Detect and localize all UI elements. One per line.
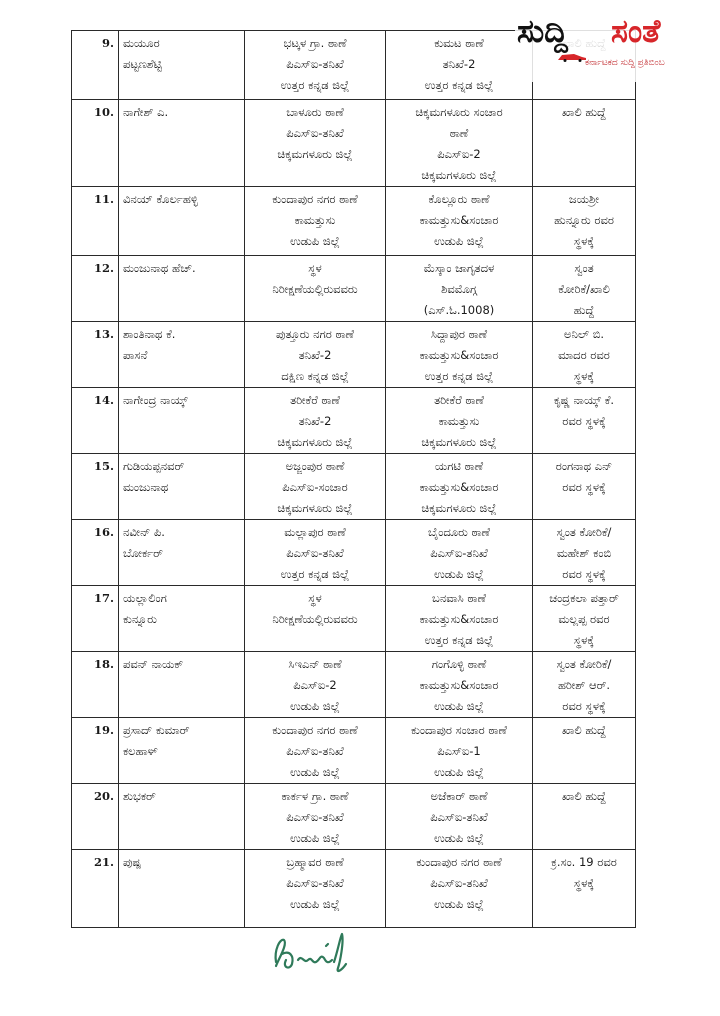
new-posting-line: ಉಡುಪಿ ಜಿಲ್ಲೆ (434, 567, 484, 581)
current-posting-line: ಬಾಳೂರು ಠಾಣೆ (286, 105, 344, 119)
new-posting-line: ಬೈಂದೂರು ಠಾಣೆ (427, 525, 491, 539)
current-posting-cell (245, 520, 386, 586)
remark-line: ಸ್ವಂತ ಕೋರಿಕೆ/ (556, 657, 612, 671)
new-posting-cell (386, 454, 533, 520)
table-row (72, 850, 636, 928)
remark-line: ಜಯಶ್ರೀ (568, 192, 600, 206)
new-posting-cell (386, 586, 533, 652)
serial-number-cell: 11. (72, 187, 119, 256)
serial-number-cell: 15. (72, 454, 119, 520)
remark-line: ಸ್ಥಳಕ್ಕೆ (573, 633, 595, 647)
officer-name-cell (119, 322, 245, 388)
remark-line: ರವರ ಸ್ಥಳಕ್ಕೆ (562, 414, 606, 428)
remark-line: ಮಾದರ ರವರ (558, 348, 610, 362)
current-posting-line: ಕುಂದಾಪುರ ನಗರ ಠಾಣೆ (272, 723, 358, 737)
officer-name-line: ಕುನ್ನೂರು (123, 612, 157, 626)
current-posting-cell (245, 187, 386, 256)
new-posting-cell (386, 520, 533, 586)
table-row (72, 454, 636, 520)
new-posting-line: ಬನವಾಸಿ ಠಾಣೆ (432, 591, 486, 605)
new-posting-cell (386, 187, 533, 256)
current-posting-line: ಚಿಕ್ಕಮಗಳೂರು ಜಿಲ್ಲೆ (277, 501, 353, 515)
new-posting-line: ಪಿಎಸ್ಐ-1 (437, 744, 481, 758)
new-posting-line: ಉಡುಪಿ ಜಿಲ್ಲೆ (434, 765, 484, 779)
current-posting-cell (245, 100, 386, 187)
new-posting-line: ಯಗಟಿ ಠಾಣೆ (434, 459, 484, 473)
remark-cell (533, 850, 636, 928)
current-posting-line: ಸ್ಥಳ (308, 261, 322, 275)
table-row (72, 388, 636, 454)
new-posting-line: ಉತ್ತರ ಕನ್ನಡ ಜಿಲ್ಲೆ (424, 369, 494, 383)
new-posting-line: ಶಿವಮೊಗ್ಗ (441, 282, 477, 296)
current-posting-line: ಪಿಎಸ್ಐ-ತನಿಖೆ (286, 546, 344, 560)
logo-name-part2: ಸಂತೆ (611, 12, 661, 50)
officer-name-line: ಗುಡಿಯಪ್ಪನವರ್ (123, 459, 185, 473)
current-posting-line: ಉಡುಪಿ ಜಿಲ್ಲೆ (290, 897, 340, 911)
new-posting-line: ಉಡುಪಿ ಜಿಲ್ಲೆ (434, 897, 484, 911)
current-posting-line: ಉತ್ತರ ಕನ್ನಡ ಜಿಲ್ಲೆ (280, 567, 350, 581)
new-posting-line: ಉಡುಪಿ ಜಿಲ್ಲೆ (434, 831, 484, 845)
current-posting-cell (245, 850, 386, 928)
new-posting-line: ಉತ್ತರ ಕನ್ನಡ ಜಿಲ್ಲೆ (424, 78, 494, 92)
remark-line: ಕೋರಿಕೆ/ಖಾಲಿ (558, 282, 610, 296)
remark-line: ಮಲ್ಲಪ್ಪ ರವರ (558, 612, 610, 626)
current-posting-cell (245, 652, 386, 718)
table-row (72, 256, 636, 322)
new-posting-line: ಪಿಎಸ್ಐ-ತನಿಖೆ (430, 546, 488, 560)
remark-line: ಮಹೇಶ್ ಕಂಬಿ (556, 546, 612, 560)
officer-name-line: ಪಟ್ಟಣಶೆಟ್ಟಿ (123, 57, 162, 71)
remark-cell (533, 718, 636, 784)
remark-line: ಅನಿಲ್ ಬಿ. (563, 327, 605, 341)
remark-line: ಹುದ್ದೆ (573, 303, 595, 317)
serial-number-cell: 20. (72, 784, 119, 850)
current-posting-line: ಉಡುಪಿ ಜಿಲ್ಲೆ (290, 699, 340, 713)
officer-name-line: ಕಲಹಾಳ್ (123, 744, 158, 758)
car-icon (557, 52, 587, 62)
remark-cell (533, 388, 636, 454)
officer-name-line: ಪ್ರಸಾದ್ ಕುಮಾರ್ (123, 723, 190, 737)
current-posting-line: ದಕ್ಷಿಣ ಕನ್ನಡ ಜಿಲ್ಲೆ (281, 369, 349, 383)
current-posting-cell (245, 784, 386, 850)
current-posting-line: ಅಜ್ಜಂಪುರ ಠಾಣೆ (285, 459, 345, 473)
current-posting-line: ನಿರೀಕ್ಷಣೆಯಲ್ಲಿರುವವರು (272, 282, 358, 296)
current-posting-line: ಪಿಎಸ್ಐ-ತನಿಖೆ (286, 744, 344, 758)
officer-name-line: ಪವನ್ ನಾಯಕ್ (123, 657, 184, 671)
officer-name-line: ನಾಗೇಂದ್ರ ನಾಯ್ಕ್ (123, 393, 188, 407)
remark-line: ಸ್ವಂತ ಕೋರಿಕೆ/ (556, 525, 612, 539)
new-posting-line: ಮೆಸ್ಕಾಂ ಜಾಗೃತದಳ (423, 261, 495, 275)
current-posting-line: ಭಟ್ಕಳ ಗ್ರಾ. ಠಾಣೆ (283, 36, 347, 50)
officer-name-cell (119, 586, 245, 652)
remark-cell (533, 256, 636, 322)
logo-name-part1: ಸುದ್ದಿ (517, 12, 568, 50)
serial-number-cell: 16. (72, 520, 119, 586)
current-posting-cell (245, 586, 386, 652)
officer-name-line: ಮಂಜುನಾಥ ಹೆಚ್. (123, 261, 196, 275)
serial-number-cell: 18. (72, 652, 119, 718)
new-posting-line: ಗಂಗೊಳ್ಳಿ ಠಾಣೆ (431, 657, 487, 671)
new-posting-cell (386, 322, 533, 388)
new-posting-line: ಪಿಎಸ್ಐ-2 (437, 147, 481, 161)
current-posting-cell (245, 454, 386, 520)
new-posting-line: ಕುಂದಾಪುರ ನಗರ ಠಾಣೆ (416, 855, 502, 869)
new-posting-line: ಕುಮಟ ಠಾಣೆ (434, 36, 484, 50)
new-posting-line: ಸಿದ್ದಾಪುರ ಠಾಣೆ (430, 327, 488, 341)
logo-tagline: ಕರ್ನಾಟಕದ ಸುದ್ದಿ ಪ್ರತಿಬಿಂಬ (585, 58, 665, 68)
current-posting-line: ಪಿಎಸ್ಐ-ಸಂಚಾರ (282, 480, 348, 494)
remark-line: ಸ್ಥಳಕ್ಕೆ (573, 876, 595, 890)
current-posting-line: ಪಿಎಸ್ಐ-2 (293, 678, 337, 692)
table-row (72, 652, 636, 718)
current-posting-line: ಉಡುಪಿ ಜಿಲ್ಲೆ (290, 765, 340, 779)
current-posting-cell (245, 718, 386, 784)
officer-name-line: ಶಾಂತಿನಾಥ ಕೆ. (123, 327, 176, 341)
remark-cell (533, 100, 636, 187)
officer-name-cell (119, 388, 245, 454)
table-row (72, 784, 636, 850)
new-posting-line: ಚಿಕ್ಕಮಗಳೂರು ಸಂಚಾರ (415, 105, 503, 119)
new-posting-line: ಕಾಮತ್ತುಸು&ಸಂಚಾರ (419, 348, 499, 362)
officer-name-cell (119, 850, 245, 928)
remark-cell (533, 520, 636, 586)
remark-line: ಚಂದ್ರಕಲಾ ಪತ್ತಾರ್ (549, 591, 619, 605)
current-posting-line: ಕಾಮತ್ತುಸು (294, 213, 336, 227)
current-posting-line: ಸ್ಥಳ (308, 591, 322, 605)
current-posting-line: ಉತ್ತರ ಕನ್ನಡ ಜಿಲ್ಲೆ (280, 78, 350, 92)
remark-line: ಕೃಷ್ಣ ನಾಯ್ಕ್ ಕೆ. (553, 393, 615, 407)
new-posting-cell (386, 718, 533, 784)
table-row (72, 322, 636, 388)
current-posting-line: ಪಿಎಸ್ಐ-ತನಿಖೆ (286, 810, 344, 824)
new-posting-line: ಚಿಕ್ಕಮಗಳೂರು ಜಿಲ್ಲೆ (421, 435, 497, 449)
new-posting-line: ಪಿಎಸ್ಐ-ತನಿಖೆ (430, 876, 488, 890)
serial-number-cell: 10. (72, 100, 119, 187)
officer-name-cell (119, 520, 245, 586)
current-posting-line: ತರೀಕೆರೆ ಠಾಣೆ (290, 393, 340, 407)
new-posting-line: ಚಿಕ್ಕಮಗಳೂರು ಜಿಲ್ಲೆ (421, 168, 497, 182)
remark-line: ಖಾಲಿ ಹುದ್ದೆ (562, 789, 606, 803)
new-posting-cell (386, 100, 533, 187)
new-posting-line: ಕಾಮತ್ತುಸು&ಸಂಚಾರ (419, 213, 499, 227)
current-posting-line: ಪಿಎಸ್ಐ-ತನಿಖೆ (286, 57, 344, 71)
current-posting-line: ಪಿಎಸ್ಐ-ತನಿಖೆ (286, 876, 344, 890)
officer-name-cell (119, 31, 245, 100)
officer-name-line: ನವೀನ್ ಪಿ. (123, 525, 165, 539)
remark-cell (533, 652, 636, 718)
officer-name-line: ಪುಷ್ಪ (123, 855, 142, 869)
table-row (72, 520, 636, 586)
current-posting-cell (245, 256, 386, 322)
remark-line: ರವರ ಸ್ಥಳಕ್ಕೆ (562, 699, 606, 713)
remark-line: ಖಾಲಿ ಹುದ್ದೆ (562, 723, 606, 737)
officer-name-cell (119, 454, 245, 520)
officer-name-line: ಮಯೂರ (123, 36, 160, 50)
serial-number-cell: 21. (72, 850, 119, 928)
table-row (72, 100, 636, 187)
new-posting-line: ಉಡುಪಿ ಜಿಲ್ಲೆ (434, 699, 484, 713)
remark-cell (533, 454, 636, 520)
new-posting-line: ಕಾಮತ್ತುಸು&ಸಂಚಾರ (419, 480, 499, 494)
officer-name-cell (119, 784, 245, 850)
current-posting-line: ಕುಂದಾಪುರ ನಗರ ಠಾಣೆ (272, 192, 358, 206)
current-posting-line: ಉಡುಪಿ ಜಿಲ್ಲೆ (290, 234, 340, 248)
serial-number-cell: 13. (72, 322, 119, 388)
remark-cell (533, 187, 636, 256)
table-row (72, 718, 636, 784)
remark-cell (533, 322, 636, 388)
current-posting-line: ಬ್ರಹ್ಮಾವರ ಠಾಣೆ (286, 855, 344, 869)
serial-number-cell: 14. (72, 388, 119, 454)
officer-name-line: ಪಾಸನೆ (123, 348, 148, 362)
current-posting-line: ಕಾರ್ಕಳ ಗ್ರಾ. ಠಾಣೆ (281, 789, 349, 803)
new-posting-line: ತರೀಕೆರೆ ಠಾಣೆ (434, 393, 484, 407)
transfer-table-body (72, 31, 636, 928)
officer-name-line: ವಿನಯ್ ಕೊರ್ಲಹಳ್ಳಿ (123, 192, 198, 206)
current-posting-cell (245, 31, 386, 100)
new-posting-cell (386, 850, 533, 928)
current-posting-line: ತನಿಖೆ-2 (298, 348, 332, 362)
current-posting-line: ಉಡುಪಿ ಜಿಲ್ಲೆ (290, 831, 340, 845)
current-posting-line: ಪಿಎಸ್ಐ-ತನಿಖೆ (286, 126, 344, 140)
new-posting-cell (386, 652, 533, 718)
current-posting-line: ತನಿಖೆ-2 (298, 414, 332, 428)
officer-name-cell (119, 718, 245, 784)
remark-cell (533, 586, 636, 652)
new-posting-cell (386, 784, 533, 850)
serial-number-cell: 9. (72, 31, 119, 100)
current-posting-line: ಚಿಕ್ಕಮಗಳೂರು ಜಿಲ್ಲೆ (277, 147, 353, 161)
new-posting-line: ಚಿಕ್ಕಮಗಳೂರು ಜಿಲ್ಲೆ (421, 501, 497, 515)
table-row (72, 586, 636, 652)
new-posting-line: (ಎಸ್.ಓ.1008) (423, 303, 495, 317)
current-posting-line: ಮಲ್ಲಾಪುರ ಠಾಣೆ (284, 525, 346, 539)
new-posting-line: ಕುಂದಾಪುರ ಸಂಚಾರ ಠಾಣೆ (411, 723, 507, 737)
current-posting-line: ಪುತ್ತೂರು ನಗರ ಠಾಣೆ (275, 327, 355, 341)
current-posting-line: ನಿರೀಕ್ಷಣೆಯಲ್ಲಿರುವವರು (272, 612, 358, 626)
new-posting-line: ಅಜೆಕಾರ್ ಠಾಣೆ (430, 789, 488, 803)
officer-name-line: ಯಲ್ಲಾಲಿಂಗ (123, 591, 167, 605)
remark-line: ರವರ ಸ್ಥಳಕ್ಕೆ (562, 480, 606, 494)
officer-name-cell (119, 187, 245, 256)
new-posting-line: ಕಾಮತ್ತುಸು&ಸಂಚಾರ (419, 612, 499, 626)
remark-line: ರಂಗನಾಥ ಎನ್ (555, 459, 613, 473)
officer-name-line: ಮಂಜುನಾಥ (123, 480, 169, 494)
new-posting-cell (386, 31, 533, 100)
remark-line: ಕ್ರ.ಸಂ. 19 ರವರ (551, 855, 617, 869)
remark-line: ಖಾಲಿ ಹುದ್ದೆ (562, 105, 606, 119)
current-posting-cell (245, 322, 386, 388)
current-posting-line: ಚಿಕ್ಕಮಗಳೂರು ಜಿಲ್ಲೆ (277, 435, 353, 449)
officer-name-cell (119, 100, 245, 187)
officer-name-line: ನಾಗೇಶ್ ಎ. (123, 105, 169, 119)
serial-number-cell: 19. (72, 718, 119, 784)
new-posting-line: ಕೊಲ್ಲೂರು ಠಾಣೆ (428, 192, 490, 206)
officer-name-cell (119, 652, 245, 718)
remark-line: ಸ್ವಂತ (574, 261, 594, 275)
table-row (72, 187, 636, 256)
new-posting-line: ತನಿಖೆ-2 (442, 57, 476, 71)
new-posting-line: ಕಾಮತ್ತುಸು&ಸಂಚಾರ (419, 678, 499, 692)
serial-number-cell: 12. (72, 256, 119, 322)
remark-cell (533, 784, 636, 850)
handwritten-signature (268, 920, 368, 980)
officer-name-cell (119, 256, 245, 322)
transfer-table (71, 30, 636, 928)
newspaper-logo (515, 12, 715, 82)
remark-line: ಹರೀಶ್ ಆರ್. (557, 678, 611, 692)
remark-line: ಸ್ಥಳಕ್ಕೆ (573, 234, 595, 248)
officer-name-line: ಶುಭಕರ್ (123, 789, 156, 803)
serial-number-cell: 17. (72, 586, 119, 652)
remark-line: ಹುನ್ನೂರು ರವರ (554, 213, 614, 227)
current-posting-cell (245, 388, 386, 454)
current-posting-line: ಸಿಇಎನ್ ಠಾಣೆ (288, 657, 342, 671)
new-posting-line: ಉಡುಪಿ ಜಿಲ್ಲೆ (434, 234, 484, 248)
remark-line: ರವರ ಸ್ಥಳಕ್ಕೆ (562, 567, 606, 581)
remark-line: ಸ್ಥಳಕ್ಕೆ (573, 369, 595, 383)
new-posting-line: ಪಿಎಸ್ಐ-ತನಿಖೆ (430, 810, 488, 824)
new-posting-line: ಕಾಮತ್ತುಸು (438, 414, 480, 428)
new-posting-cell (386, 388, 533, 454)
new-posting-cell (386, 256, 533, 322)
new-posting-line: ಉತ್ತರ ಕನ್ನಡ ಜಿಲ್ಲೆ (424, 633, 494, 647)
officer-name-line: ಬೋರ್ಕರ್ (123, 546, 163, 560)
new-posting-line: ಠಾಣೆ (449, 126, 469, 140)
